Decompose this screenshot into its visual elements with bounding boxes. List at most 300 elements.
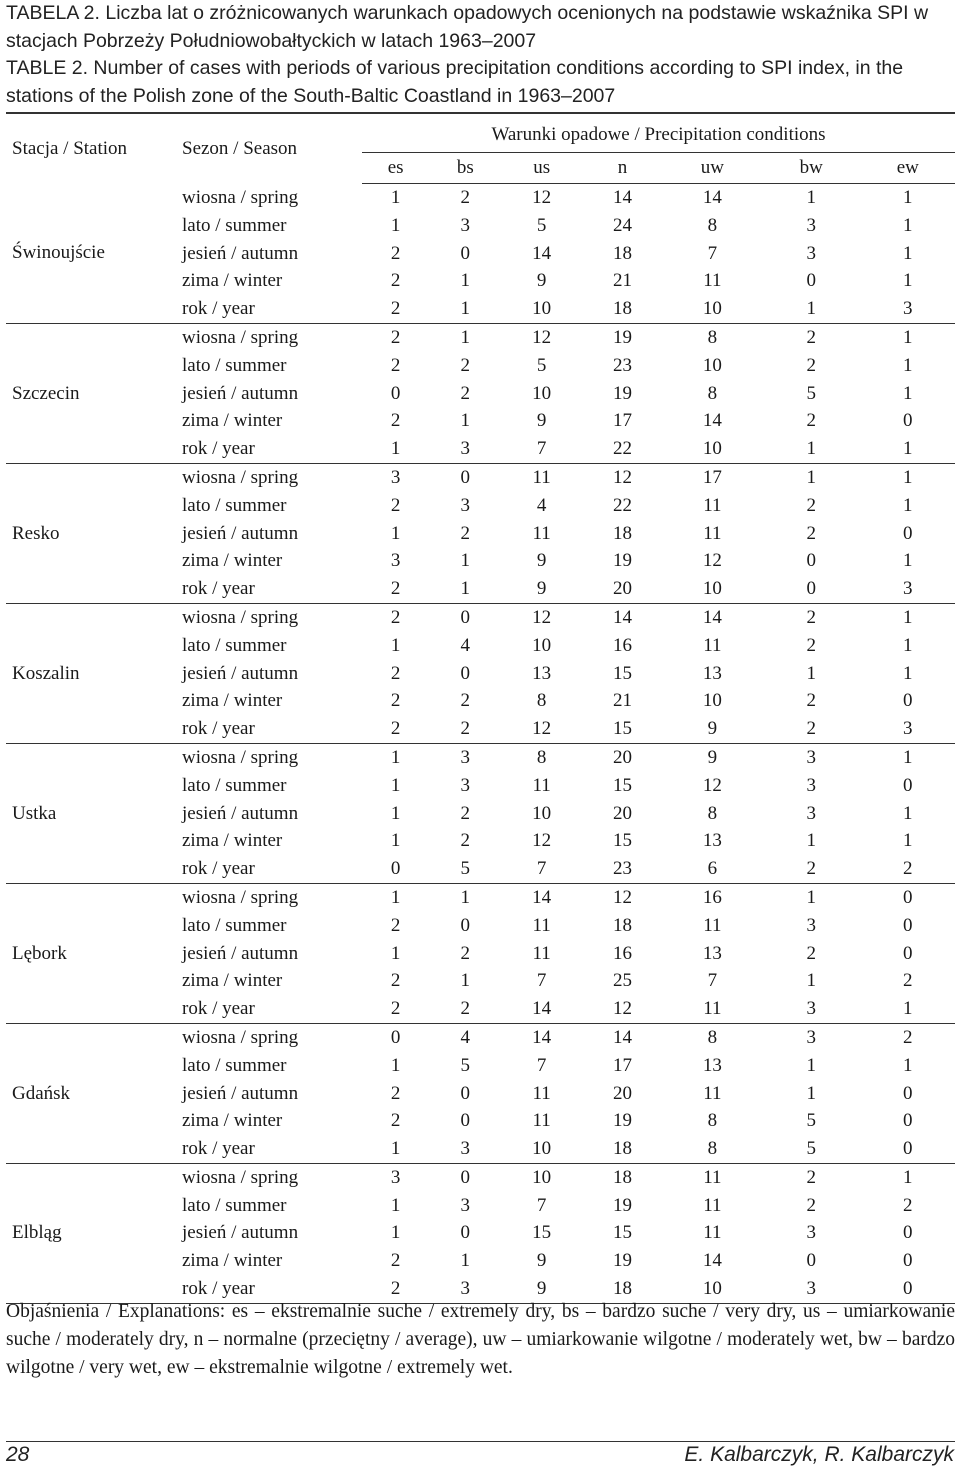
table-cell: 2 (861, 855, 955, 883)
table-cell: 0 (861, 1275, 955, 1303)
table-cell: 22 (613, 494, 632, 516)
season-label: rok / year (176, 995, 362, 1023)
table-cell: 16 (702, 886, 722, 908)
season-label: wiosna / spring (182, 1166, 299, 1188)
precipitation-table (6, 112, 955, 1304)
table-cell: 1 (390, 942, 401, 964)
table-cell: 1 (460, 326, 471, 348)
table-cell: 19 (613, 1194, 632, 1216)
table-cell: 7 (536, 970, 547, 992)
table-cell: 1 (903, 354, 913, 376)
season-label: zima / winter (182, 550, 283, 572)
station-name: Lębork (6, 883, 176, 1023)
table-cell: 1 (390, 522, 401, 544)
table-cell: 1 (429, 575, 501, 603)
table-cell: 0 (903, 410, 913, 432)
season-label: jesień / autumn (182, 242, 299, 264)
table-cell: 3 (460, 1194, 471, 1216)
table-cell: 0 (806, 550, 816, 572)
table-cell: 0 (903, 690, 913, 712)
table-cell: 2 (390, 662, 401, 684)
table-cell: 1 (861, 435, 955, 463)
season-label: zima / winter (182, 1110, 283, 1132)
table-cell: 9 (707, 746, 718, 768)
table-cell: 0 (460, 242, 471, 264)
condition-column-header: ew (861, 153, 955, 184)
season-label: zima / winter (182, 830, 283, 852)
season-label: zima / winter (182, 270, 283, 292)
table-cell: 0 (903, 886, 913, 908)
table-cell: 1 (362, 435, 429, 463)
table-cell: 11 (703, 522, 722, 544)
table-cell: 19 (613, 550, 632, 572)
table-cell: 14 (532, 1026, 552, 1048)
table-cell: 1 (390, 1194, 401, 1216)
table-cell: 7 (707, 242, 718, 264)
table-cell: 5 (460, 1054, 471, 1076)
table-cell: 18 (613, 242, 632, 264)
table-cell: 0 (903, 774, 913, 796)
table-row (6, 743, 955, 771)
table-cell: 2 (762, 715, 861, 743)
table-cell: 3 (806, 242, 816, 264)
table-cell: 3 (861, 715, 955, 743)
table-cell: 3 (806, 914, 816, 936)
table-cell: 12 (532, 326, 552, 348)
table-cell: 14 (702, 410, 722, 432)
table-cell: 20 (613, 1082, 632, 1104)
season-label: rok / year (176, 1135, 362, 1163)
table-cell: 2 (390, 354, 401, 376)
table-cell: 12 (582, 995, 663, 1023)
table-row (6, 463, 955, 491)
table-cell: 4 (460, 634, 471, 656)
table-cell: 2 (460, 942, 471, 964)
table-cell: 1 (903, 802, 913, 824)
page-number: 28 (6, 1443, 30, 1466)
season-label: wiosna / spring (182, 746, 299, 768)
table-cell: 8 (707, 214, 718, 236)
season-label: wiosna / spring (182, 466, 299, 488)
table-cell: 2 (390, 1082, 401, 1104)
table-cell: 17 (702, 466, 722, 488)
table-cell: 16 (613, 634, 632, 656)
table-cell: 1 (390, 634, 401, 656)
table-cell: 13 (702, 662, 722, 684)
table-cell: 2 (806, 494, 816, 516)
table-cell: 2 (390, 1250, 401, 1272)
table-cell: 0 (460, 466, 471, 488)
table-cell: 1 (806, 1082, 816, 1104)
table-cell: 0 (460, 1166, 471, 1188)
condition-column-header: uw (663, 153, 762, 184)
table-cell: 1 (861, 995, 955, 1023)
table-cell: 0 (460, 662, 471, 684)
table-cell: 1 (806, 1054, 816, 1076)
table-cell: 0 (460, 1110, 471, 1132)
table-cell: 14 (702, 1250, 722, 1272)
table-cell: 16 (613, 942, 632, 964)
table-cell: 10 (532, 1166, 552, 1188)
table-cell: 12 (613, 466, 632, 488)
table-cell: 3 (762, 1275, 861, 1303)
table-cell: 8 (536, 746, 547, 768)
table-cell: 1 (903, 494, 913, 516)
explanations-note: Objaśnienia / Explanations: es – ekstremalnie suche / extremely dry, bs – bardzo suche / very dry, us – umiarkowanie suche / moderately dry, n – normalne (przeciętny / average), uw – umiarkowanie wilgotne / moderately wet, bw – bardzo wilgotne / very wet, ew – ekstremalnie wilgotne / extremely wet. (6, 1301, 955, 1378)
table-cell: 14 (613, 606, 632, 628)
table-caption (6, 0, 956, 110)
table-cell: 3 (390, 550, 401, 572)
table-cell: 7 (501, 435, 582, 463)
table-cell: 1 (429, 295, 501, 323)
table-cell: 2 (806, 634, 816, 656)
table-cell: 2 (390, 1110, 401, 1132)
table-cell: 11 (703, 494, 722, 516)
table-cell: 1 (460, 270, 471, 292)
condition-column-header: es (362, 153, 429, 184)
table-cell: 1 (903, 466, 913, 488)
table-cell: 3 (806, 746, 816, 768)
table-cell: 0 (861, 1135, 955, 1163)
table-cell: 2 (806, 1194, 816, 1216)
table-cell: 10 (663, 435, 762, 463)
table-cell: 8 (707, 326, 718, 348)
season-label: wiosna / spring (182, 886, 299, 908)
table-cell: 17 (613, 1054, 632, 1076)
table-cell: 4 (536, 494, 547, 516)
table-cell: 2 (362, 1275, 429, 1303)
table-cell: 1 (903, 242, 913, 264)
table-cell: 14 (613, 187, 632, 208)
table-cell: 19 (613, 382, 632, 404)
table-cell: 14 (613, 1026, 632, 1048)
table-cell: 11 (703, 1222, 722, 1244)
footer-authors: E. Kalbarczyk, R. Kalbarczyk (684, 1443, 954, 1466)
table-cell: 1 (806, 830, 816, 852)
table-cell: 3 (429, 435, 501, 463)
table-cell: 15 (613, 662, 632, 684)
station-name: Koszalin (6, 603, 176, 743)
season-label: lato / summer (182, 914, 287, 936)
table-cell: 3 (806, 774, 816, 796)
table-cell: 1 (903, 662, 913, 684)
table-cell: 14 (532, 242, 552, 264)
table-cell: 8 (707, 1026, 718, 1048)
table-cell: 2 (903, 1026, 913, 1048)
table-cell: 3 (806, 802, 816, 824)
table-cell: 2 (903, 1194, 913, 1216)
table-cell: 1 (390, 1054, 401, 1076)
season-label: zima / winter (182, 690, 283, 712)
table-cell: 24 (613, 214, 632, 236)
table-cell: 9 (536, 270, 547, 292)
table-cell: 0 (460, 914, 471, 936)
table-cell: 1 (903, 326, 913, 348)
table-cell: 2 (390, 914, 401, 936)
table-cell: 1 (903, 830, 913, 852)
table-cell: 0 (903, 1222, 913, 1244)
table-cell: 1 (460, 410, 471, 432)
station-name: Elbląg (6, 1163, 176, 1303)
table-cell: 11 (703, 914, 722, 936)
table-cell: 11 (532, 466, 551, 488)
table-cell: 0 (903, 914, 913, 936)
table-cell: 0 (903, 1250, 913, 1272)
table-cell: 10 (532, 634, 552, 656)
season-label: rok / year (176, 295, 362, 323)
station-name: Ustka (6, 743, 176, 883)
table-cell: 15 (613, 830, 632, 852)
table-cell: 11 (532, 522, 551, 544)
table-cell: 18 (582, 1275, 663, 1303)
table-cell: 3 (460, 214, 471, 236)
table-cell: 11 (532, 1082, 551, 1104)
table-cell: 1 (460, 550, 471, 572)
table-cell: 18 (582, 1135, 663, 1163)
table-cell: 1 (903, 634, 913, 656)
table-cell: 3 (762, 995, 861, 1023)
table-cell: 2 (390, 690, 401, 712)
table-cell: 0 (903, 1110, 913, 1132)
conditions-group-header: Warunki opadowe / Precipitation conditions (362, 113, 955, 153)
table-row (6, 883, 955, 911)
table-cell: 1 (903, 550, 913, 572)
table-cell: 0 (806, 1250, 816, 1272)
table-cell: 1 (390, 187, 401, 208)
table-cell: 11 (532, 942, 551, 964)
table-cell: 3 (460, 746, 471, 768)
table-cell: 1 (806, 970, 816, 992)
season-label: rok / year (176, 855, 362, 883)
table-cell: 3 (390, 466, 401, 488)
table-cell: 8 (707, 382, 718, 404)
table-cell: 2 (390, 970, 401, 992)
table-cell: 1 (390, 886, 401, 908)
table-cell: 13 (702, 1054, 722, 1076)
table-cell: 2 (362, 295, 429, 323)
season-label: lato / summer (182, 1194, 287, 1216)
table-cell: 14 (702, 187, 722, 208)
table-cell: 15 (582, 715, 663, 743)
season-label: lato / summer (182, 354, 287, 376)
table-cell: 12 (702, 550, 722, 572)
table-cell: 10 (663, 575, 762, 603)
table-cell: 2 (429, 995, 501, 1023)
table-cell: 25 (613, 970, 632, 992)
table-cell: 8 (707, 802, 718, 824)
table-cell: 11 (663, 995, 762, 1023)
table-cell: 5 (762, 1135, 861, 1163)
table-cell: 1 (806, 662, 816, 684)
table-cell: 0 (362, 855, 429, 883)
table-cell: 10 (663, 1275, 762, 1303)
table-cell: 14 (501, 995, 582, 1023)
table-cell: 7 (707, 970, 718, 992)
table-cell: 11 (703, 1166, 722, 1188)
table-cell: 3 (861, 295, 955, 323)
table-cell: 1 (460, 970, 471, 992)
table-cell: 3 (460, 774, 471, 796)
table-cell: 10 (501, 1135, 582, 1163)
table-cell: 19 (613, 1110, 632, 1132)
table-cell: 1 (903, 746, 913, 768)
table-cell: 3 (861, 575, 955, 603)
station-name: Gdańsk (6, 1023, 176, 1163)
table-cell: 1 (903, 382, 913, 404)
table-cell: 1 (903, 187, 913, 208)
table-cell: 2 (429, 715, 501, 743)
table-cell: 11 (532, 774, 551, 796)
table-cell: 0 (460, 606, 471, 628)
season-label: rok / year (176, 435, 362, 463)
table-cell: 1 (362, 1135, 429, 1163)
table-cell: 1 (903, 1054, 913, 1076)
table-cell: 10 (663, 295, 762, 323)
table-cell: 10 (532, 382, 552, 404)
condition-column-header: us (501, 153, 582, 184)
caption-english: TABLE 2. Number of cases with periods of various precipitation conditions according to SPI index, in the stations of the Polish zone of the South-Baltic Coastland in 1963–2007 (6, 57, 904, 107)
table-cell: 3 (806, 1026, 816, 1048)
station-name: Świnoujście (6, 184, 176, 324)
table-cell: 2 (806, 522, 816, 544)
table-cell: 23 (613, 354, 632, 376)
table-cell: 0 (460, 1222, 471, 1244)
table-cell: 5 (429, 855, 501, 883)
season-label: jesień / autumn (182, 662, 299, 684)
table-cell: 11 (703, 634, 722, 656)
table-cell: 2 (362, 995, 429, 1023)
season-label: wiosna / spring (182, 1026, 299, 1048)
table-cell: 1 (903, 606, 913, 628)
table-cell: 2 (762, 855, 861, 883)
table-cell: 8 (663, 1135, 762, 1163)
condition-column-header: n (582, 153, 663, 184)
table-body (6, 184, 955, 1304)
season-label: jesień / autumn (182, 942, 299, 964)
table-cell: 2 (460, 690, 471, 712)
table-cell: 1 (390, 214, 401, 236)
table-cell: 11 (703, 1194, 722, 1216)
table-cell: 0 (460, 1082, 471, 1104)
table-cell: 1 (762, 295, 861, 323)
table-cell: 0 (903, 1082, 913, 1104)
table-cell: 10 (501, 295, 582, 323)
table-cell: 1 (903, 214, 913, 236)
table-cell: 7 (501, 855, 582, 883)
table-cell: 2 (460, 802, 471, 824)
table-cell: 5 (806, 382, 816, 404)
table-cell: 11 (703, 270, 722, 292)
table-cell: 9 (536, 1250, 547, 1272)
table-cell: 10 (702, 690, 722, 712)
table-cell: 2 (460, 382, 471, 404)
table-cell: 11 (532, 914, 551, 936)
table-cell: 19 (613, 1250, 632, 1272)
table-cell: 2 (903, 970, 913, 992)
table-cell: 8 (536, 690, 547, 712)
table-cell: 18 (613, 1166, 632, 1188)
table-cell: 0 (390, 1026, 401, 1048)
table-cell: 2 (806, 326, 816, 348)
season-label: lato / summer (182, 634, 287, 656)
table-cell: 7 (536, 1054, 547, 1076)
table-cell: 2 (806, 410, 816, 432)
table-cell: 19 (613, 326, 632, 348)
table-cell: 18 (613, 522, 632, 544)
table-cell: 9 (501, 1275, 582, 1303)
table-cell: 9 (501, 575, 582, 603)
table-cell: 3 (460, 494, 471, 516)
season-label: jesień / autumn (182, 1082, 299, 1104)
table-cell: 14 (532, 886, 552, 908)
table-cell: 2 (806, 942, 816, 964)
table-cell: 15 (613, 1222, 632, 1244)
table-cell: 9 (536, 550, 547, 572)
table-cell: 17 (613, 410, 632, 432)
table-cell: 2 (390, 326, 401, 348)
season-label: zima / winter (182, 970, 283, 992)
table-cell: 2 (460, 522, 471, 544)
table-cell: 20 (613, 802, 632, 824)
table-cell: 2 (390, 270, 401, 292)
table-cell: 2 (390, 494, 401, 516)
table-cell: 1 (903, 270, 913, 292)
table-cell: 0 (903, 942, 913, 964)
table-cell: 0 (903, 522, 913, 544)
table-cell: 2 (362, 715, 429, 743)
table-cell: 3 (429, 1275, 501, 1303)
table-cell: 12 (532, 830, 552, 852)
season-label: zima / winter (182, 1250, 283, 1272)
table-cell: 3 (429, 1135, 501, 1163)
table-cell: 12 (613, 886, 632, 908)
table-cell: 23 (582, 855, 663, 883)
season-label: jesień / autumn (182, 382, 299, 404)
season-label: zima / winter (182, 410, 283, 432)
season-label: rok / year (176, 1275, 362, 1303)
table-cell: 5 (806, 1110, 816, 1132)
station-column-header: Stacja / Station (12, 137, 128, 159)
table-cell: 1 (806, 187, 816, 208)
season-label: wiosna / spring (182, 326, 299, 348)
table-cell: 2 (460, 354, 471, 376)
footer-divider (6, 1441, 955, 1442)
table-cell: 15 (532, 1222, 552, 1244)
table-cell: 20 (582, 575, 663, 603)
table-cell: 3 (806, 1222, 816, 1244)
season-label: wiosna / spring (182, 606, 299, 628)
station-name: Szczecin (6, 323, 176, 463)
caption-polish: TABELA 2. Liczba lat o zróżnicowanych warunkach opadowych ocenionych na podstawie wskaźnika SPI w stacjach Pobrzeży Południowobałtyckich w latach 1963–2007 (6, 2, 929, 52)
table-cell: 3 (390, 1166, 401, 1188)
table-cell: 1 (390, 774, 401, 796)
table-cell: 9 (536, 410, 547, 432)
table-cell: 2 (806, 690, 816, 712)
table-cell: 9 (663, 715, 762, 743)
season-label: lato / summer (182, 774, 287, 796)
table-cell: 21 (613, 690, 632, 712)
table-row (6, 323, 955, 351)
table-cell: 1 (762, 435, 861, 463)
season-label: lato / summer (182, 1054, 287, 1076)
table-cell: 12 (501, 715, 582, 743)
season-label: lato / summer (182, 494, 287, 516)
season-label: jesień / autumn (182, 1222, 299, 1244)
table-cell: 13 (702, 942, 722, 964)
table-cell: 12 (532, 187, 552, 208)
table-cell: 8 (707, 1110, 718, 1132)
table-cell: 1 (903, 1166, 913, 1188)
